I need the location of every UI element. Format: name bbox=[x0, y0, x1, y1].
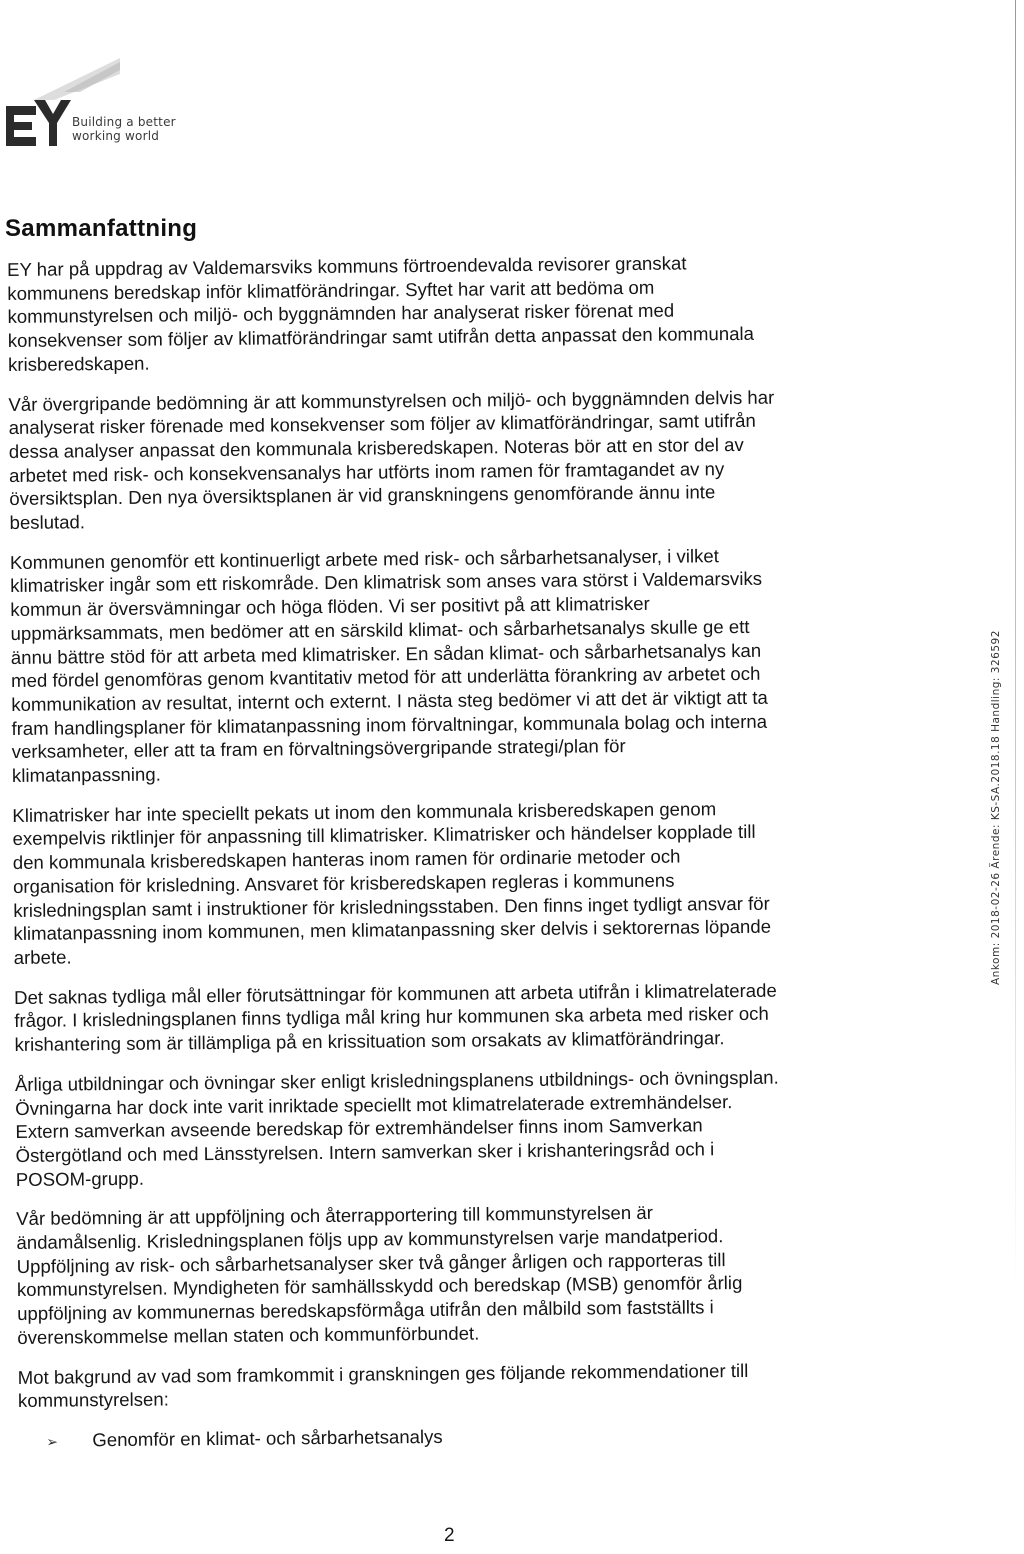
paragraph-line: Östergötland och med Länsstyrelsen. Intern samverkan sker i krishanteringsråd och i bbox=[15, 1138, 715, 1166]
page-title: Sammanfattning bbox=[5, 215, 198, 242]
paragraph bbox=[12, 795, 914, 970]
paragraph bbox=[15, 1064, 916, 1191]
paragraph bbox=[7, 249, 908, 376]
tagline-line-1: Building a better bbox=[72, 115, 176, 129]
paragraph-line: ändamålsenlig. Krisledningsplanen följs upp av kommunstyrelsen varje mandatperiod. bbox=[16, 1225, 724, 1253]
paragraph bbox=[14, 977, 915, 1057]
paragraph-line: Mot bakgrund av vad som framkommit i granskningen ges följande rekommendationer till bbox=[17, 1359, 749, 1388]
archive-stamp: Ankom: 2018-02-26 Ärende: KS-SA.2018.18 Handling: 326592 bbox=[990, 630, 1002, 985]
paragraph-line: Uppföljning av risk- och sårbarhetsanalyser sker två gånger årligen och rapporteras till bbox=[16, 1248, 726, 1277]
paragraph-line: Klimatrisker har inte speciellt pekats ut inom den kommunala krisberedskapen genom bbox=[12, 797, 717, 826]
paragraph-line: klimatrisker ingår som ett riskområde. Den klimatrisk som anses vara störst i Valdemarsviks bbox=[10, 568, 763, 597]
paragraph-line: arbetet med risk- och konsekvensanalys har utförts inom ramen för framtagandet av ny bbox=[8, 457, 725, 486]
tagline bbox=[72, 115, 176, 143]
paragraph-line: organisation för krisledning. Ansvaret för krisberedskapen regleras i kommunens bbox=[12, 869, 675, 897]
paragraph-line: överenskommelse mellan staten och kommunförbundet. bbox=[17, 1322, 480, 1348]
paragraph-line: dessa analyser anpassat den kommunala krisberedskapen. Noteras bör att en stor del av bbox=[8, 433, 744, 462]
paragraph-line: kommunstyrelsen. Myndigheten för samhällsskydd och beredskap (MSB) genomför årlig bbox=[16, 1272, 743, 1301]
tagline-line-2: working world bbox=[72, 129, 160, 143]
paragraph-line: kommun är översvämningar och höga flöden. Vi ser positivt på att klimatrisker bbox=[10, 592, 650, 621]
paragraph-line: kommunens beredskap inför klimatförändringar. Syftet har varit att bedöma om bbox=[7, 276, 655, 304]
paragraph-line: kommunstyrelsen och miljö- och byggnämnden har analyserat risker förenat med bbox=[7, 300, 675, 328]
paragraph-line: klimatanpassning inom kommunen, men klimatanpassning sker delvis i sektorernas löpande bbox=[13, 915, 772, 945]
paragraph-line: Vår bedömning är att uppföljning och återrapportering till kommunstyrelsen är bbox=[16, 1202, 653, 1230]
paragraph-line: POSOM-grupp. bbox=[15, 1167, 145, 1190]
paragraph-line: Det saknas tydliga mål eller förutsättningar för kommunen att arbeta utifrån i klimatrelaterade bbox=[13, 979, 777, 1008]
paragraph-line: uppföljning av kommunernas beredskapsförmåga utifrån den målbild som fastställts i bbox=[17, 1296, 714, 1325]
paragraph-line: Extern samverkan avseende beredskap för extremhändelser finns inom Samverkan bbox=[15, 1114, 703, 1143]
summary-body bbox=[7, 249, 918, 1454]
paragraph-line: krisberedskapen. bbox=[7, 352, 150, 375]
header bbox=[4, 100, 304, 150]
paragraph-line: kommunikation av resultat, internt och externt. I nästa steg bedömer vi att det är viktigt att ta bbox=[11, 686, 768, 715]
paragraph bbox=[18, 1357, 918, 1413]
paragraph-line: översiktsplan. Den nya översiktsplanen är vid granskningens genomförande ännu inte bbox=[9, 481, 716, 510]
paragraph-line: exempelvis riktlinjer för anpassning till klimatrisker. Klimatrisker och händelser kopplade till bbox=[12, 821, 756, 850]
paragraph-line: konsekvenser som följer av klimatförändringar samt utifrån detta anpassat den kommunala bbox=[7, 322, 755, 352]
paragraph-line: krisledningsplan samt i instruktioner för krisledningsstaben. Den finns inget tydligt ansvar för bbox=[13, 892, 770, 921]
paragraph-line: Årliga utbildningar och övningar sker enligt krisledningsplanens utbildnings- och övningsplan. bbox=[14, 1066, 779, 1095]
paragraph-line: krishantering som är tillämpliga på en krissituation som orsakats av klimatförändringar. bbox=[14, 1027, 725, 1056]
paragraph-line: EY har på uppdrag av Valdemarsviks kommuns förtroendevalda revisorer granskat bbox=[7, 252, 687, 280]
paragraph-line: arbete. bbox=[13, 946, 72, 968]
paragraph-line: fram handlingsplaner för klimatanpassning inom förvaltningar, kommunala bolag och interna bbox=[11, 710, 768, 739]
paragraph-list bbox=[7, 249, 918, 1413]
scan-edge-line bbox=[1015, 0, 1016, 1290]
recommendation-text: Genomför en klimat- och sårbarhetsanalys bbox=[92, 1425, 443, 1451]
ey-logo bbox=[4, 100, 72, 150]
paragraph-line: den kommunala krisberedskapen hanteras inom ramen för ordinarie metoder och bbox=[12, 845, 681, 874]
paragraph-line: frågor. I krisledningsplanen finns tydliga mål kring hur kommunen ska arbeta med risker och bbox=[14, 1003, 769, 1032]
paragraph-line: klimatanpassning. bbox=[11, 763, 161, 787]
paragraph-line: kommunstyrelsen: bbox=[17, 1388, 169, 1412]
paragraph-line: Kommunen genomför ett kontinuerligt arbete med risk- och sårbarhetsanalyser, i vilket bbox=[9, 544, 719, 573]
paragraph bbox=[10, 542, 912, 788]
logo-beam-icon bbox=[34, 48, 124, 108]
paragraph-line: ännu bättre stöd för att arbeta med klimatrisker. En sådan klimat- och sårbarhetsanalys kan bbox=[10, 639, 762, 668]
paragraph-line: Vår övergripande bedömning är att kommunstyrelsen och miljö- och byggnämnden delvis har bbox=[8, 386, 775, 415]
paragraph-line: uppmärksammats, men bedömer att en särskild klimat- och sårbarhetsanalys skulle ge ett bbox=[10, 615, 750, 644]
paragraph bbox=[16, 1199, 917, 1350]
paragraph-line: med fördel genomföras genom kvantitativ metod för att underlätta förankring av arbetet och bbox=[10, 663, 761, 692]
arrow-bullet-icon: ➢ bbox=[46, 1433, 59, 1450]
recommendation-item bbox=[46, 1420, 918, 1454]
paragraph-line: beslutad. bbox=[9, 511, 86, 534]
paragraph-line: analyserat risker förenade med konsekvenser som följer av klimatförändringar, samt utifrån bbox=[8, 410, 756, 439]
page-number: 2 bbox=[444, 1525, 455, 1546]
paragraph bbox=[8, 384, 909, 535]
paragraph-line: Övningarna har dock inte varit inriktade speciellt mot klimatrelaterade extremhändelser. bbox=[15, 1090, 733, 1119]
paragraph-line: verksamheter, eller att ta fram en förvaltningsövergripande strategi/plan för bbox=[11, 735, 626, 763]
